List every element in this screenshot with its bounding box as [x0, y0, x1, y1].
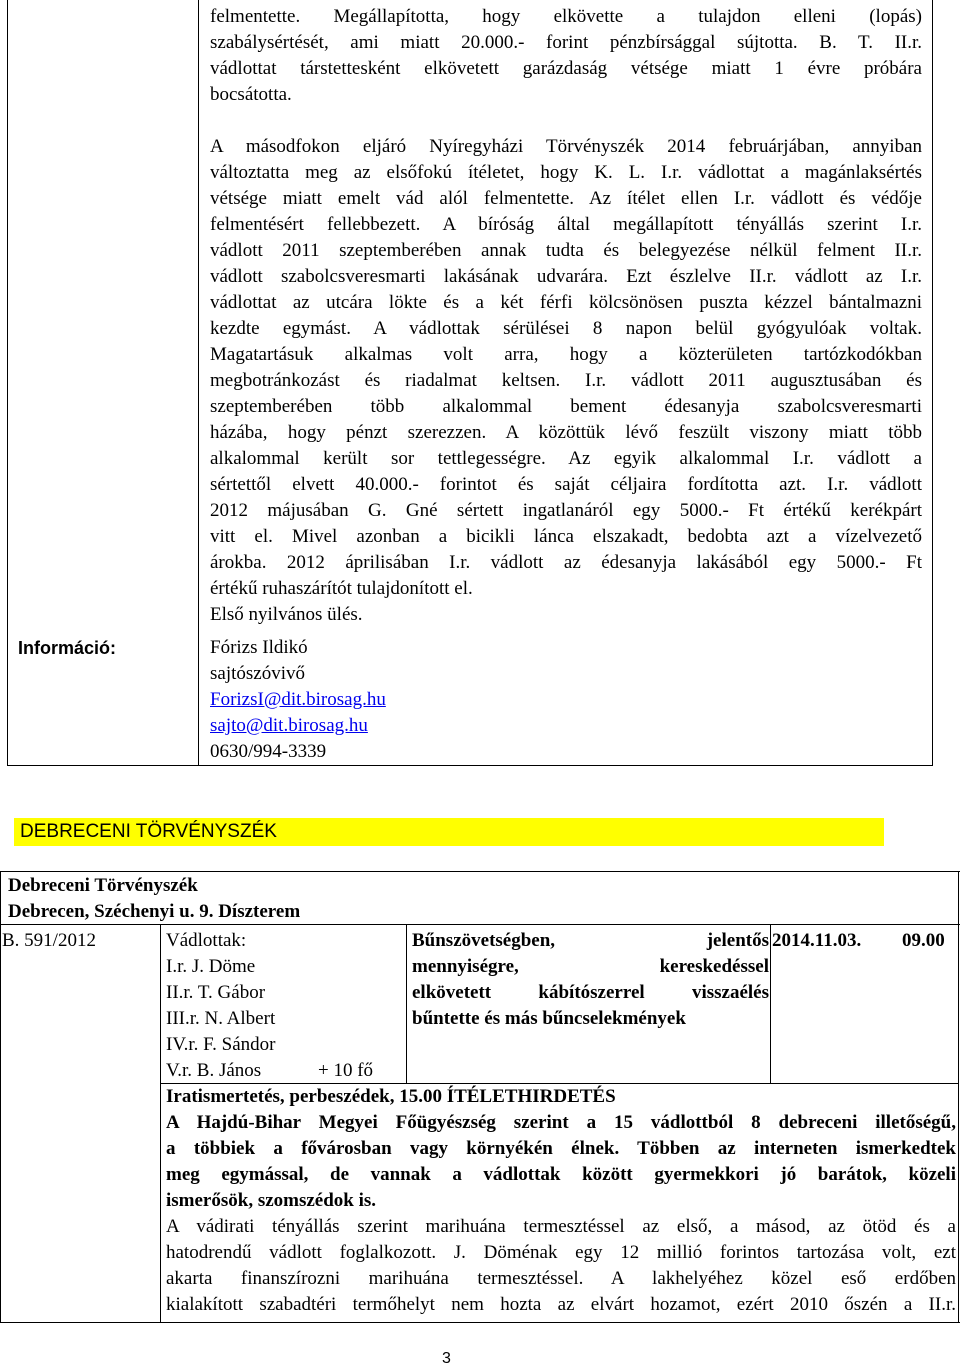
body-line: sértettől elvett 40.000.- forintot és saját céljaira fordította azt. I.r. vádlott	[210, 474, 922, 495]
description-bold-line: ismerősök, szomszédok is.	[166, 1190, 377, 1211]
hearing-date: 2014.11.03.	[772, 930, 862, 951]
body-line: bocsátotta.	[210, 84, 292, 105]
description-line: hatodrendű vádlott foglalkozott. J. Döménak egy 12 millió forintos tartozása volt, ezt	[166, 1242, 956, 1263]
contact-name: Fórizs Ildikó	[210, 637, 308, 658]
page-number: 3	[442, 1350, 451, 1367]
contact-phone: 0630/994-3339	[210, 741, 327, 762]
body-line: értékű ruhaszárítót tulajdonított el.	[210, 578, 473, 599]
body-line: vádlottat társtettesként elkövetett garázdaság vétsége miatt 1 évre próbára	[210, 58, 922, 79]
case-number: B. 591/2012	[2, 930, 96, 951]
charge-line: elkövetett kábítószerrel visszaélés	[412, 982, 769, 1003]
description-line: akarta finanszírozni marihuána termesztéssel. A lakhelyéhez közel eső erdőben	[166, 1268, 956, 1289]
body-line: vétsége miatt emelt vád alól felmentette. Az ítélet ellen I.r. vádlott és védője	[210, 188, 922, 209]
defendants-label: Vádlottak:	[166, 930, 247, 951]
body-line: vádlott szabolcsveresmarti lakásának udvarára. Ezt észlelve II.r. vádlott az I.r.	[210, 266, 922, 287]
defendant-item: IV.r. F. Sándor	[166, 1034, 276, 1055]
description-line: kialakított szabadtéri termőhelyt nem hozta az elvárt hozamot, ezért 2010 őszén a II.r.	[166, 1294, 956, 1315]
charge-line: Bűnszövetségben, jelentős	[412, 930, 769, 951]
charge-line: bűntette és más bűncselekmények	[412, 1008, 686, 1029]
court-address: Debrecen, Széchenyi u. 9. Díszterem	[8, 901, 301, 922]
description-bold-line: a többiek a fővárosban vagy környékén élnek. Többen az interneten ismerkedtek	[166, 1138, 956, 1159]
body-line: alkalommal került sor tettlegességre. Az egyik alkalommal I.r. vádlott a	[210, 448, 922, 469]
body-line: vádlottat az utcára lökte és a két férfi kölcsönösen puszta kézzel bántalmazni	[210, 292, 922, 313]
court-name: Debreceni Törvényszék	[8, 875, 198, 896]
defendant-item: I.r. J. Döme	[166, 956, 256, 977]
info-label: Információ:	[18, 638, 117, 658]
defendant-item: III.r. N. Albert	[166, 1008, 276, 1029]
description-bold-line: meg egymással, de vannak a vádlottak között gyermekkori jó barátok, közeli	[166, 1164, 956, 1185]
body-line: Magatartásuk alkalmas volt arra, hogy a közterületen tartózkodókban	[210, 344, 922, 365]
description-line: A vádirati tényállás szerint marihuána termesztéssel az első, a másod, az ötöd és a	[166, 1216, 956, 1237]
hearing-agenda: Iratismertetés, perbeszédek, 15.00 ÍTÉLETHIRDETÉS	[166, 1086, 616, 1107]
body-line: árokba. 2012 áprilisában I.r. vádlott az édesanyja lakásából egy 5000.- Ft	[210, 552, 922, 573]
charge-line: mennyiségre, kereskedéssel	[412, 956, 769, 977]
body-line: megbotránkozást és riadalmat keltsen. I.r. vádlott 2011 augusztusában és	[210, 370, 922, 391]
body-line: Első nyilvános ülés.	[210, 604, 363, 625]
body-line: kezdte egymást. A vádlottak sérülései 8 napon belül gyógyulóak voltak.	[210, 318, 922, 339]
contact-email-link[interactable]: ForizsI@dit.birosag.hu	[210, 689, 386, 710]
hearing-time: 09.00	[902, 930, 945, 951]
contact-role: sajtószóvivő	[210, 663, 305, 684]
body-line: felmentette. Megállapította, hogy elkövette a tulajdon elleni (lopás)	[210, 6, 922, 27]
defendants-extra: + 10 fő	[318, 1060, 374, 1081]
press-email-link[interactable]: sajto@dit.birosag.hu	[210, 715, 368, 736]
defendant-item: II.r. T. Gábor	[166, 982, 266, 1003]
body-line: felmentésért fellebbezett. A bíróság által megállapított tényállás szerint I.r.	[210, 214, 922, 235]
body-line: házába, hogy pénzt szerezzen. A közöttük lévő feszült viszony miatt több	[210, 422, 922, 443]
body-line: változtatta meg az elsőfokú ítéletet, hogy K. L. I.r. vádlottat a magánlaksértés	[210, 162, 922, 183]
description-bold-line: A Hajdú-Bihar Megyei Főügyészség szerint a 15 vádlottból 8 debreceni illetőségű,	[166, 1112, 956, 1133]
body-line: szabálysértését, ami miatt 20.000.- forint pénzbírsággal sújtotta. B. T. II.r.	[210, 32, 922, 53]
body-line: vádlott 2011 szeptemberében annak tudta és belegyezése nélkül felment II.r.	[210, 240, 922, 261]
body-line: szeptemberében több alkalommal bement édesanyja szabolcsveresmarti	[210, 396, 922, 417]
body-line: A másodfokon eljáró Nyíregyházi Törvényszék 2014 februárjában, annyiban	[210, 136, 922, 157]
body-line: vitt el. Mivel azonban a bicikli lánca elszakadt, bedobta azt a vízelvezető	[210, 526, 922, 547]
defendant-item: V.r. B. János	[166, 1060, 262, 1081]
body-line: 2012 májusában G. Gné sértett ingatlanáról egy 5000.- Ft értékű kerékpárt	[210, 500, 922, 521]
section-heading: DEBRECENI TÖRVÉNYSZÉK	[20, 821, 277, 842]
